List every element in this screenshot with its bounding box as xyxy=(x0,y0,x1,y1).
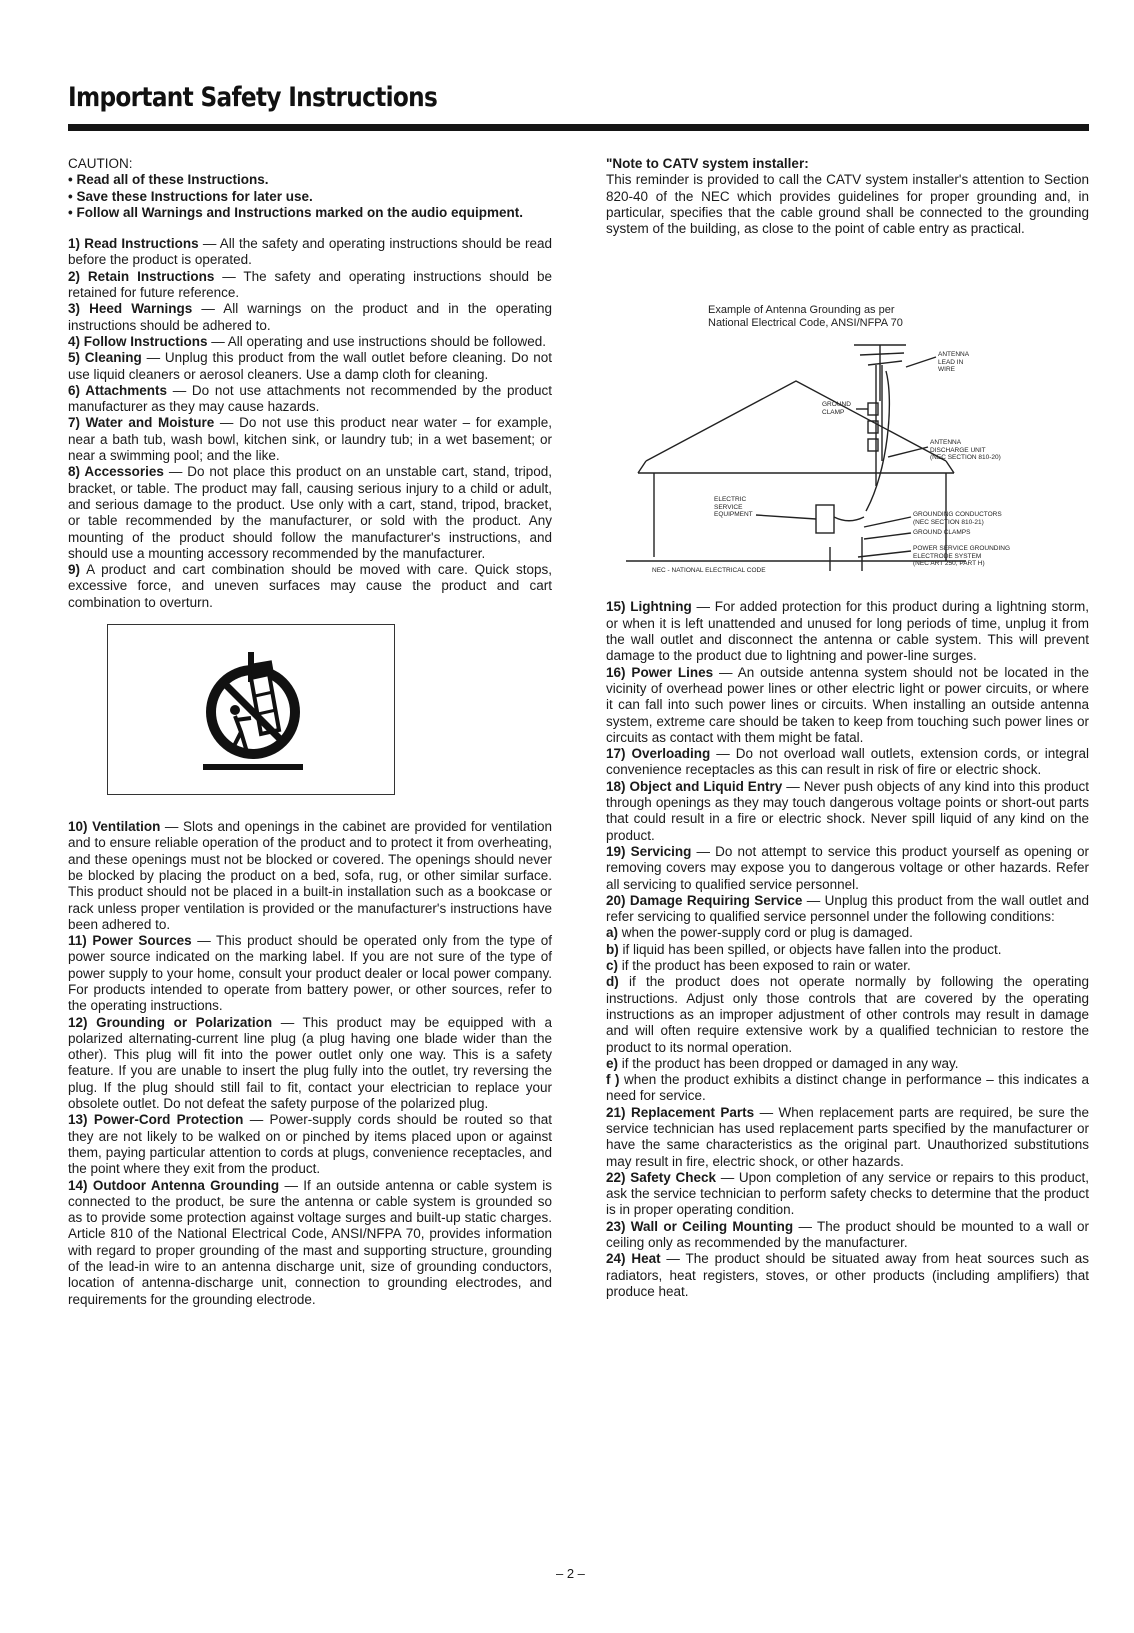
instruction-13 xyxy=(68,1112,552,1177)
instruction-text: — This product should be operated only from the type of power source indicated on the marking label. If you are not sure of the type of power supply to your home, consult your product dealer or local power company. For products intended to operate from battery power, or other sources, refer to the operating instructions. xyxy=(68,933,552,1014)
condition-c xyxy=(606,958,1089,974)
instruction-10 xyxy=(68,819,552,933)
condition-f xyxy=(606,1072,1089,1105)
condition-a xyxy=(606,925,1089,941)
condition-letter: e) xyxy=(606,1055,619,1071)
instruction-text: — Never push objects of any kind into this product through openings as they may touch dangerous voltage points or short-out parts that could result in a fire or electric shock. Never spill liquid of any kind on the product. xyxy=(606,778,1089,843)
instruction-12 xyxy=(68,1015,552,1113)
condition-d xyxy=(606,974,1089,1055)
instruction-text: — The product should be mounted to a wall or ceiling only as recommended by the manufacturer. xyxy=(606,1218,1089,1251)
instruction-text: — Do not use attachments not recommended by the product manufacturer as they may cause hazards. xyxy=(68,382,552,415)
title-rule xyxy=(68,124,1089,131)
instruction-19 xyxy=(606,844,1089,893)
instruction-text: — All the safety and operating instructions should be read before the product is operated. xyxy=(68,236,552,268)
instruction-heading: 19) Servicing xyxy=(606,843,692,859)
instruction-heading: 3) Heed Warnings xyxy=(68,301,193,317)
instruction-21 xyxy=(606,1105,1089,1170)
instruction-24 xyxy=(606,1251,1089,1300)
instruction-text: — When replacement parts are required, be sure the service technician has used replacement parts specified by the manufacturer or have the same characteristics as the original part. Unauthorized substitutions may result in fire, electric shock, or other hazards. xyxy=(606,1104,1089,1169)
nec-label: NEC - NATIONAL ELECTRICAL CODE xyxy=(652,567,766,575)
instruction-heading: 16) Power Lines xyxy=(606,664,714,680)
instruction-text: — Do not place this product on an unstable cart, stand, tripod, bracket, or table. The product may fall, causing serious injury to a child or adult, and serious damage to the product. Use only with a cart, stand, tripod, bracket, or table recommended by the manufacturer, or sold with the product. Any mounting of the product should follow the manufacturer's instructions, and should use a mounting accessory recommended by the manufacturer. xyxy=(68,464,553,561)
condition-letter: b) xyxy=(606,941,619,957)
electric-service-label: ELECTRIC SERVICE EQUIPMENT xyxy=(714,496,753,519)
page-number: – 2 – xyxy=(556,1566,585,1581)
instruction-heading: 9) xyxy=(68,562,81,578)
catv-note-text: This reminder is provided to call the CATV system installer's attention to Section 820-40 of the NEC which provides guidelines for proper grounding and, in particular, specifies that the cable ground shall be connected to the grounding system of the building, as close to the point of cable entry as practical. xyxy=(606,172,1089,237)
instruction-heading: 23) Wall or Ceiling Mounting xyxy=(606,1218,794,1234)
instruction-heading: 6) Attachments xyxy=(68,382,167,398)
left-column xyxy=(68,156,552,1308)
ground-clamp-label: GROUND CLAMP xyxy=(822,401,851,416)
instruction-15 xyxy=(606,599,1089,664)
instruction-heading: 8) Accessories xyxy=(68,464,164,480)
instruction-5 xyxy=(68,350,552,383)
antenna-grounding-diagram xyxy=(606,261,1089,581)
instruction-22 xyxy=(606,1170,1089,1219)
condition-b xyxy=(606,942,1089,958)
grounding-conductors-label: GROUNDING CONDUCTORS (NEC SECTION 810-21) xyxy=(913,511,1002,526)
right-column xyxy=(606,156,1089,1300)
cart-tipover-icon xyxy=(203,634,303,784)
instruction-heading: 22) Safety Check xyxy=(606,1169,716,1185)
instruction-heading: 12) Grounding or Polarization xyxy=(68,1014,273,1030)
condition-text: if the product has been dropped or damaged in any way. xyxy=(618,1055,959,1071)
page-title: Important Safety Instructions xyxy=(68,82,438,113)
instruction-text: — The product should be situated away from heat sources such as radiators, heat registers, stoves, or other products (including amplifiers) that produce heat. xyxy=(606,1251,1089,1299)
instruction-heading: 18) Object and Liquid Entry xyxy=(606,778,783,794)
instruction-7 xyxy=(68,415,552,464)
instruction-heading: 24) Heat xyxy=(606,1251,661,1267)
instruction-text: — This product may be equipped with a polarized alternating-current line plug (a plug having one blade wider than the other). This plug will fit into the power outlet only one way. This is a safety feature. If you are unable to insert the plug fully into the outlet, try reversing the plug. If the plug should still fail to fit, contact your electrician to replace your obsolete outlet. Do not defeat the safety purpose of the polarized plug. xyxy=(68,1014,552,1112)
instruction-2 xyxy=(68,269,552,302)
instruction-17 xyxy=(606,746,1089,779)
cart-warning-box xyxy=(107,624,395,795)
instruction-16 xyxy=(606,665,1089,746)
instruction-heading: 17) Overloading xyxy=(606,746,711,762)
instruction-8 xyxy=(68,464,552,562)
condition-text: when the product exhibits a distinct change in performance – this indicates a need for service. xyxy=(606,1072,1090,1104)
ground-clamps-label: GROUND CLAMPS xyxy=(913,529,971,537)
instruction-23 xyxy=(606,1219,1089,1252)
instruction-text: — All operating and use instructions should be followed. xyxy=(207,333,546,349)
instruction-1 xyxy=(68,236,552,269)
condition-e xyxy=(606,1056,1089,1072)
instruction-text: — Unplug this product from the wall outlet and refer servicing to qualified service personnel under the following conditions: xyxy=(606,892,1090,925)
instruction-text: — Slots and openings in the cabinet are provided for ventilation and to ensure reliable operation of the product and to protect it from overheating, and these openings must not be blocked or covered. The openings should never be blocked by placing the product on a bed, sofa, rug, or other similar surface. This product should not be placed in a built-in installation such as a bookcase or rack unless proper ventilation is provided or the manufacturer's instructions have been adhered to. xyxy=(68,819,552,932)
condition-text: if the product does not operate normally by following the operating instructions. Adjust only those controls that are covered by the operating instructions as an improper adjustment of other controls may result in damage and will often require extensive work by a qualified technician to restore the product to its normal operation. xyxy=(606,974,1089,1055)
catv-note-heading: "Note to CATV system installer: xyxy=(606,156,809,171)
condition-letter: f ) xyxy=(606,1072,620,1088)
condition-text: if liquid has been spilled, or objects have fallen into the product. xyxy=(618,941,1002,957)
instruction-heading: 4) Follow Instructions xyxy=(68,333,208,349)
instruction-text: — Upon completion of any service or repairs to this product, ask the service technician to perform safety checks to determine that the product is in proper operating condition. xyxy=(606,1169,1089,1218)
diagram-caption: Example of Antenna Grounding as per xyxy=(708,304,895,317)
instruction-text: — Do not attempt to service this product yourself as opening or removing covers may expose you to dangerous voltage or other hazards. Refer all servicing to qualified service personnel. xyxy=(606,843,1089,892)
power-service-label: POWER SERVICE GROUNDING ELECTRODE SYSTEM (NEC ART 250, PART H) xyxy=(913,545,1011,568)
instruction-text: A product and cart combination should be moved with care. Quick stops, excessive force, and uneven surfaces may cause the product and cart combination to overturn. xyxy=(68,562,552,610)
discharge-unit-label: ANTENNA DISCHARGE UNIT (NEC SECTION 810-20) xyxy=(930,439,1001,462)
caution-bullet: • Save these Instructions for later use. xyxy=(68,188,313,204)
instruction-6 xyxy=(68,383,552,416)
instruction-18 xyxy=(606,779,1089,844)
condition-text: if the product has been exposed to rain or water. xyxy=(618,958,911,974)
house-antenna-drawing xyxy=(606,261,1089,581)
caution-heading: CAUTION: xyxy=(68,156,133,171)
caution-bullet: • Follow all Warnings and Instructions marked on the audio equipment. xyxy=(68,204,524,220)
antenna-lead-label: ANTENNA LEAD IN WIRE xyxy=(938,351,970,374)
condition-letter: c) xyxy=(606,958,619,974)
instruction-heading: 13) Power-Cord Protection xyxy=(68,1112,244,1128)
diagram-caption: National Electrical Code, ANSI/NFPA 70 xyxy=(708,317,903,330)
instruction-text: — All warnings on the product and in the operating instructions should be adhered to. xyxy=(68,301,552,333)
instruction-text: — Do not overload wall outlets, extension cords, or integral convenience receptacles as this can result in risk of fire or electric shock. xyxy=(606,746,1089,778)
instruction-text: — If an outside antenna or cable system is connected to the product, be sure the antenna or cable system is grounded so as to provide some protection against voltage surges and built-up static charges. Article 810 of the National Electrical Code, ANSI/NFPA 70, provides information with regard to proper grounding of the mast and supporting structure, grounding of the lead-in wire to an antenna discharge unit, size of grounding conductors, location of antenna-discharge unit, connection to grounding electrodes, and requirements for the grounding electrode. xyxy=(68,1177,552,1307)
instruction-heading: 10) Ventilation xyxy=(68,819,161,835)
instruction-3 xyxy=(68,301,552,334)
instruction-text: — Do not use this product near water – for example, near a bath tub, wash bowl, kitchen sink, or laundry tub; in a wet basement; or near a swimming pool; and the like. xyxy=(68,415,552,464)
instruction-14 xyxy=(68,1178,552,1308)
instruction-text: — Power-supply cords should be routed so that they are not likely to be walked on or pinched by items placed upon or against them, paying particular attention to cords at plugs, convenience receptacles, and the point where they exit from the product. xyxy=(68,1112,552,1177)
instruction-heading: 21) Replacement Parts xyxy=(606,1104,755,1120)
instruction-heading: 14) Outdoor Antenna Grounding xyxy=(68,1177,280,1193)
instruction-heading: 11) Power Sources xyxy=(68,933,192,949)
instruction-heading: 2) Retain Instructions xyxy=(68,268,215,284)
condition-letter: a) xyxy=(606,925,619,941)
instruction-heading: 1) Read Instructions xyxy=(68,236,199,252)
instruction-11 xyxy=(68,933,552,1014)
instruction-text: — An outside antenna system should not be located in the vicinity of overhead power lines or other electric light or power circuits, or where it can fall into such power lines or circuits. When installing an outside antenna system, extreme care should be taken to keep from touching such power lines or circuits as contact with them might be fatal. xyxy=(606,664,1090,745)
instruction-text: — For added protection for this product during a lightning storm, or when it is left unattended and unused for long periods of time, unplug it from the wall outlet and disconnect the antenna or cable system. This will prevent damage to the product due to lightning and power-line surges. xyxy=(606,599,1089,664)
instruction-9 xyxy=(68,562,552,611)
instruction-heading: 7) Water and Moisture xyxy=(68,415,215,431)
instruction-4 xyxy=(68,334,552,350)
condition-letter: d) xyxy=(606,974,619,990)
instruction-heading: 20) Damage Requiring Service xyxy=(606,892,803,908)
condition-text: when the power-supply cord or plug is damaged. xyxy=(618,925,913,941)
instruction-20 xyxy=(606,893,1089,926)
instruction-text: — Unplug this product from the wall outlet before cleaning. Do not use liquid cleaners or aerosol cleaners. Use a damp cloth for cleaning. xyxy=(68,350,553,382)
instruction-heading: 5) Cleaning xyxy=(68,350,142,366)
caution-bullet: • Read all of these Instructions. xyxy=(68,172,269,188)
instruction-text: — The safety and operating instructions should be retained for future reference. xyxy=(68,268,552,301)
instruction-heading: 15) Lightning xyxy=(606,599,692,615)
